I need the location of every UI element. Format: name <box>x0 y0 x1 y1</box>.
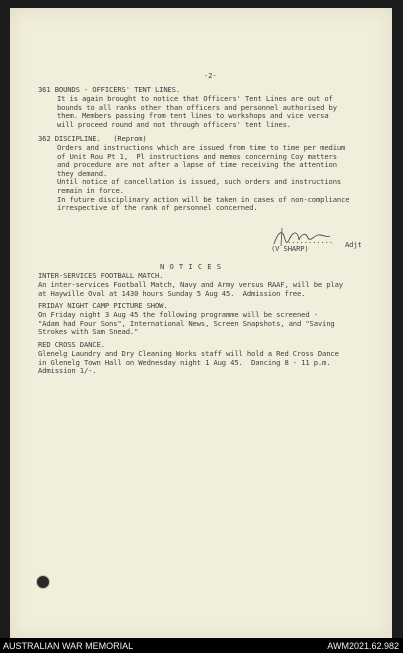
item-361-body: It is again brought to notice that Officers' Tent Lines are out of bounds to all ranks other than officers and personnel authorised by them. Members passing from tent lines to workshops and vice versa will proceed round and not through officers' tent lines. <box>57 94 337 129</box>
notices-heading: N O T I C E S <box>160 262 222 271</box>
punch-hole <box>36 575 50 589</box>
notice-2-title: FRIDAY NIGHT CAMP PICTURE SHOW. <box>38 301 168 310</box>
signature-rank: Adjt <box>345 240 362 249</box>
signature-name: (V SHARP) <box>271 244 309 253</box>
footer-accession-number: AWM2021.62.982 <box>327 641 399 651</box>
notice-3-body: Glenelg Laundry and Dry Cleaning Works staff will hold a Red Cross Dance in Glenelg Town Hall on Wednesday night 1 Aug 45. Dancing 8 - 11 p.m. Admission 1/-. <box>38 349 339 376</box>
signature-dots: ........... <box>287 236 333 245</box>
notice-2-body: On Friday night 3 Aug 45 the following programme will be screened - "Adam had Four Sons", International News, Screen Snapshots, and "Saving Strokes with Sam Snead." <box>38 310 335 337</box>
footer-institution: AUSTRALIAN WAR MEMORIAL <box>3 641 134 651</box>
notice-1-body: An inter-services Football Match, Navy and Army versus RAAF, will be play at Haywille Oval at 1430 hours Sunday 5 Aug 45. Admission free. <box>38 280 343 298</box>
notice-3-title: RED CROSS DANCE. <box>38 340 105 349</box>
page-number: -2- <box>204 71 217 80</box>
item-361-title: 361 BOUNDS - OFFICERS' TENT LINES. <box>38 85 181 94</box>
item-362-body: Orders and instructions which are issued from time to time per medium of Unit Rou Pt 1, Pl instructions and memos concerning Coy matters and procedure are not after a lapse of time receiving the attention they demand. Until notice of cancellation is issued, such orders and instructions remain in force. In future disciplinary action will be taken in cases of non-compliance irrespective of the rank of personnel concerned. <box>57 143 350 213</box>
item-362-title: 362 DISCIPLINE. (Reprom) <box>38 134 147 143</box>
notice-1-title: INTER-SERVICES FOOTBALL MATCH. <box>38 271 164 280</box>
